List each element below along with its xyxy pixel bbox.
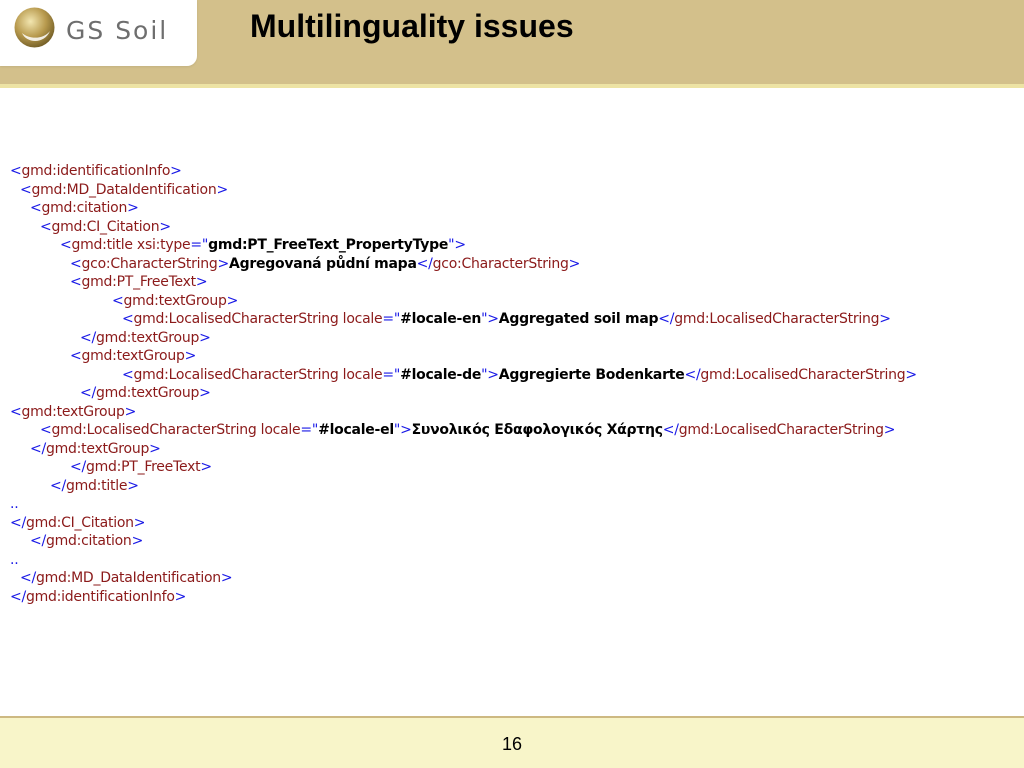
xml-punctuation: < [70, 348, 82, 364]
xml-punctuation: > [905, 366, 917, 383]
xml-punctuation: > [127, 477, 139, 494]
xml-element-name: gmd:citation [41, 200, 128, 216]
xml-punctuation: > [220, 570, 233, 586]
xml-element-name: gco:CharacterString [432, 255, 569, 272]
footer-bar [0, 716, 1024, 768]
xml-element-name: gmd:LocalisedCharacterString [678, 422, 884, 438]
xml-punctuation: </ [50, 477, 66, 494]
header-divider [0, 84, 1024, 88]
code-line [0, 273, 1024, 292]
logo [0, 0, 197, 66]
code-line [0, 218, 1024, 237]
code-line [0, 532, 1024, 551]
code-line [0, 421, 1024, 440]
xml-attribute-value: #locale-de [400, 366, 482, 383]
xml-element-name: gmd:textGroup [21, 403, 125, 420]
xml-punctuation: </ [10, 514, 26, 531]
xml-punctuation: =" [190, 237, 209, 253]
xml-element-name: gmd:title xsi:type [71, 237, 191, 253]
xml-punctuation: > [133, 514, 146, 531]
xml-punctuation: > [216, 181, 228, 198]
xml-text-content: Aggregated soil map [498, 311, 659, 327]
xml-punctuation: > [883, 422, 896, 438]
logo-text: GS Soil [66, 16, 169, 45]
xml-punctuation: > [124, 403, 137, 420]
xml-punctuation: </ [80, 385, 96, 401]
xml-punctuation: > [184, 348, 197, 364]
xml-element-name: gmd:PT_FreeText [85, 459, 201, 475]
xml-punctuation: "> [393, 422, 412, 438]
code-line [0, 458, 1024, 477]
code-line [0, 569, 1024, 588]
xml-element-name: gmd:MD_DataIdentification [35, 570, 221, 586]
xml-element-name: gmd:LocalisedCharacterString locale [51, 422, 301, 438]
xml-punctuation: > [879, 311, 891, 327]
xml-punctuation: < [30, 200, 42, 216]
xml-element-name: gmd:textGroup [45, 440, 150, 457]
xml-element-name: gco:CharacterString [81, 255, 218, 272]
xml-element-name: gmd:textGroup [81, 348, 185, 364]
xml-punctuation: > [131, 533, 144, 549]
xml-element-name: gmd:PT_FreeText [81, 274, 196, 290]
xml-punctuation: .. [10, 551, 19, 568]
xml-punctuation: > [568, 255, 581, 272]
xml-punctuation: "> [481, 366, 499, 383]
xml-punctuation: </ [684, 366, 701, 383]
xml-attribute-value: #locale-el [318, 422, 394, 438]
xml-punctuation: </ [662, 422, 679, 438]
xml-punctuation: < [40, 422, 52, 438]
xml-punctuation: < [122, 366, 134, 383]
code-line [0, 347, 1024, 366]
xml-attribute-value: #locale-en [400, 311, 482, 327]
code-line [0, 255, 1024, 274]
xml-punctuation: > [199, 385, 211, 401]
xml-punctuation: </ [658, 311, 675, 327]
xml-text-content: Agregovaná půdní mapa [228, 255, 417, 272]
xml-punctuation: > [226, 292, 239, 309]
code-line [0, 477, 1024, 496]
code-line [0, 366, 1024, 385]
xml-punctuation: </ [30, 533, 46, 549]
xml-punctuation: =" [382, 366, 401, 383]
xml-punctuation: </ [80, 329, 96, 346]
xml-element-name: gmd:textGroup [123, 292, 227, 309]
xml-punctuation: > [127, 200, 139, 216]
xml-punctuation: < [10, 163, 22, 179]
xml-punctuation: > [195, 274, 208, 290]
xml-punctuation: > [200, 459, 212, 475]
code-line [0, 181, 1024, 200]
xml-element-name: gmd:LocalisedCharacterString [674, 311, 880, 327]
xml-element-name: gmd:textGroup [95, 329, 200, 346]
xml-punctuation: < [10, 403, 22, 420]
code-line [0, 551, 1024, 570]
soil-globe-icon [14, 7, 55, 48]
xml-punctuation: < [60, 237, 72, 253]
code-line [0, 495, 1024, 514]
xml-punctuation: > [149, 440, 161, 457]
xml-punctuation: < [70, 274, 82, 290]
code-line [0, 403, 1024, 422]
xml-element-name: gmd:citation [45, 533, 132, 549]
xml-punctuation: > [170, 163, 182, 179]
code-line [0, 440, 1024, 459]
xml-element-name: gmd:CI_Citation [25, 514, 134, 531]
xml-punctuation: > [159, 218, 171, 235]
xml-text-content: Συνολικός Εδαφολογικός Χάρτης [411, 422, 663, 438]
xml-element-name: gmd:MD_DataIdentification [31, 181, 217, 198]
xml-punctuation: < [20, 181, 32, 198]
xml-punctuation: > [174, 588, 187, 605]
xml-punctuation: </ [70, 459, 86, 475]
xml-punctuation: < [112, 292, 124, 309]
xml-punctuation: "> [481, 311, 499, 327]
code-line [0, 514, 1024, 533]
xml-element-name: gmd:title [65, 477, 128, 494]
slide-title: Multilinguality issues [250, 8, 574, 44]
xml-punctuation: =" [300, 422, 319, 438]
xml-attribute-value: gmd:PT_FreeText_PropertyType [208, 237, 449, 253]
code-line [0, 162, 1024, 181]
page-number: 16 [501, 734, 523, 754]
xml-element-name: gmd:CI_Citation [51, 218, 160, 235]
xml-punctuation: < [122, 311, 134, 327]
xml-element-name: gmd:textGroup [95, 385, 200, 401]
xml-element-name: gmd:LocalisedCharacterString locale [133, 311, 383, 327]
xml-punctuation: < [40, 218, 52, 235]
xml-element-name: gmd:identificationInfo [21, 163, 171, 179]
code-line [0, 588, 1024, 607]
code-line [0, 384, 1024, 403]
xml-element-name: gmd:LocalisedCharacterString [700, 366, 906, 383]
xml-punctuation: < [70, 255, 82, 272]
xml-punctuation: .. [10, 496, 19, 512]
xml-punctuation: "> [448, 237, 466, 253]
xml-punctuation: > [217, 255, 229, 272]
xml-punctuation: =" [382, 311, 401, 327]
code-line [0, 236, 1024, 255]
xml-text-content: Aggregierte Bodenkarte [498, 366, 685, 383]
code-line [0, 329, 1024, 348]
code-line [0, 292, 1024, 311]
xml-element-name: gmd:LocalisedCharacterString locale [133, 366, 383, 383]
code-line [0, 310, 1024, 329]
xml-punctuation: </ [30, 440, 46, 457]
xml-punctuation: > [199, 329, 211, 346]
xml-punctuation: </ [20, 570, 36, 586]
xml-punctuation: </ [10, 588, 26, 605]
xml-element-name: gmd:identificationInfo [25, 588, 175, 605]
xml-code-block [0, 162, 1024, 606]
xml-punctuation: </ [416, 255, 433, 272]
code-line [0, 199, 1024, 218]
